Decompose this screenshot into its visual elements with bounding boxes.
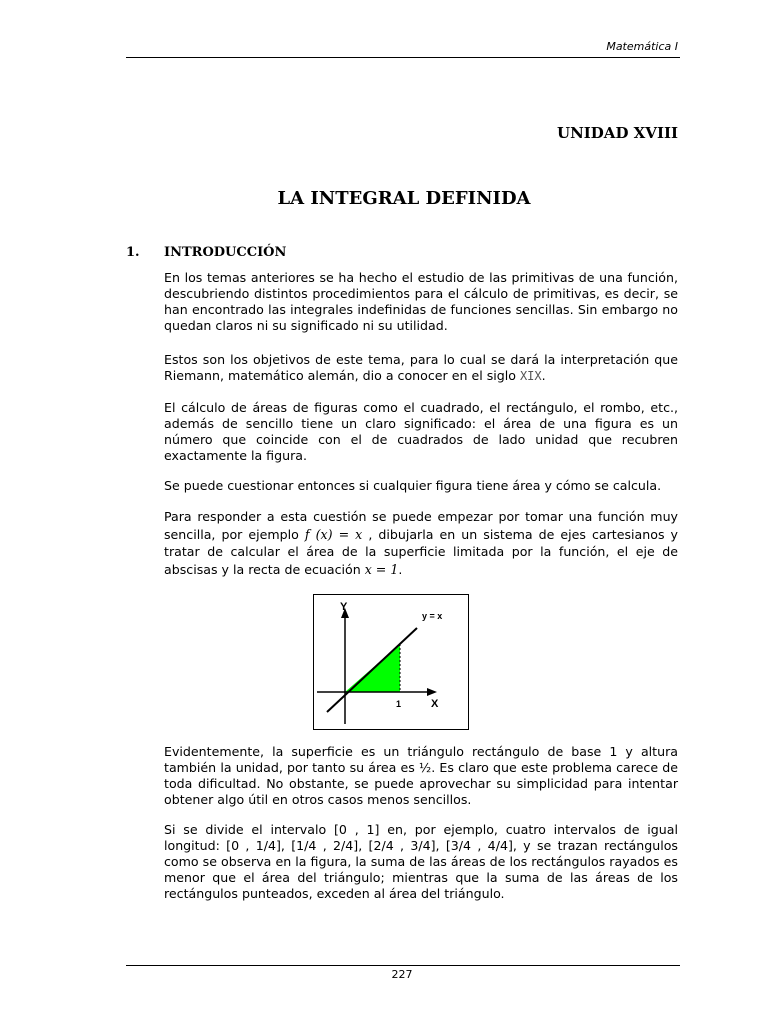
- paragraph-5-text: Para responder a esta cuestión se puede empezar por tomar una función muy sencilla, por ejemplo: [164, 509, 678, 542]
- paragraph-6: Evidentemente, la superficie es un triángulo rectángulo de base 1 y altura también la unidad, por tanto su área es ½. Es claro que este problema carece de toda dificultad. No obstante, se puede aprovechar su simplicidad para intentar obtener algo útil en otros casos menos sencillos.: [164, 744, 678, 807]
- section-number: 1.: [126, 245, 140, 260]
- paragraph-5-text-b: , dibujarla en un sistema de ejes cartesianos y tratar de calcular el área de la superficie limitada por la función, el eje de abscisas y la recta de ecuación: [164, 526, 678, 577]
- running-header: Matemática I: [606, 40, 678, 53]
- section-title: INTRODUCCIÓN: [164, 245, 287, 260]
- paragraph-7: Si se divide el intervalo [0 , 1] en, por ejemplo, cuatro intervalos de igual longitud: [0 , 1/4], [1/4 , 2/4], [2/4 , 3/4], [3/4 , 4/4], y se trazan rectángulos como se observa en la figura, la suma de las áreas de los rectángulos rayados es menor que el área del triángulo; mientras que la suma de las áreas de los rectángulos punteados, exceden al área del triángulo.: [164, 822, 678, 901]
- paragraph-4: Se puede cuestionar entonces si cualquier figura tiene área y cómo se calcula.: [164, 478, 662, 493]
- x-axis-label: X: [431, 698, 439, 710]
- header-rule: [126, 57, 680, 58]
- paragraph-2-end: .: [541, 368, 546, 383]
- y-axis-label: Y: [340, 601, 348, 613]
- paragraph-3: El cálculo de áreas de figuras como el cuadrado, el rectángulo, el rombo, etc., además de sencillo tiene un claro significado: el área de una figura es un número que coincide con el de cuadrados de lado unidad que recubren exactamente la figura.: [164, 400, 678, 463]
- paragraph-2: [164, 352, 678, 384]
- function-formula: f (x) = x: [304, 526, 363, 542]
- century-numeral: XIX: [519, 369, 542, 383]
- paragraph-1: En los temas anteriores se ha hecho el estudio de las primitivas de una función, descubriendo distintos procedimientos para el cálculo de primitivas, es decir, se han encontrado las integrales indefinidas de funciones sencillas. Sin embargo no quedan claros ni su significado ni su utilidad.: [164, 270, 678, 333]
- paragraph-2-text: Estos son los objetivos de este tema, para lo cual se dará la interpretación que Riemann, matemático alemán, dio a conocer en el siglo: [164, 352, 678, 383]
- line-equation: x = 1: [364, 561, 399, 577]
- tick-label-1: 1: [396, 699, 402, 709]
- unit-label: UNIDAD XVIII: [556, 124, 678, 142]
- page-number: 227: [391, 968, 413, 981]
- paragraph-5: [164, 508, 678, 578]
- line-label: y = x: [422, 611, 443, 621]
- footer-rule: [126, 965, 680, 966]
- page-title: LA INTEGRAL DEFINIDA: [277, 188, 531, 209]
- paragraph-5-end: .: [398, 561, 403, 577]
- function-graph-figure: [313, 594, 469, 730]
